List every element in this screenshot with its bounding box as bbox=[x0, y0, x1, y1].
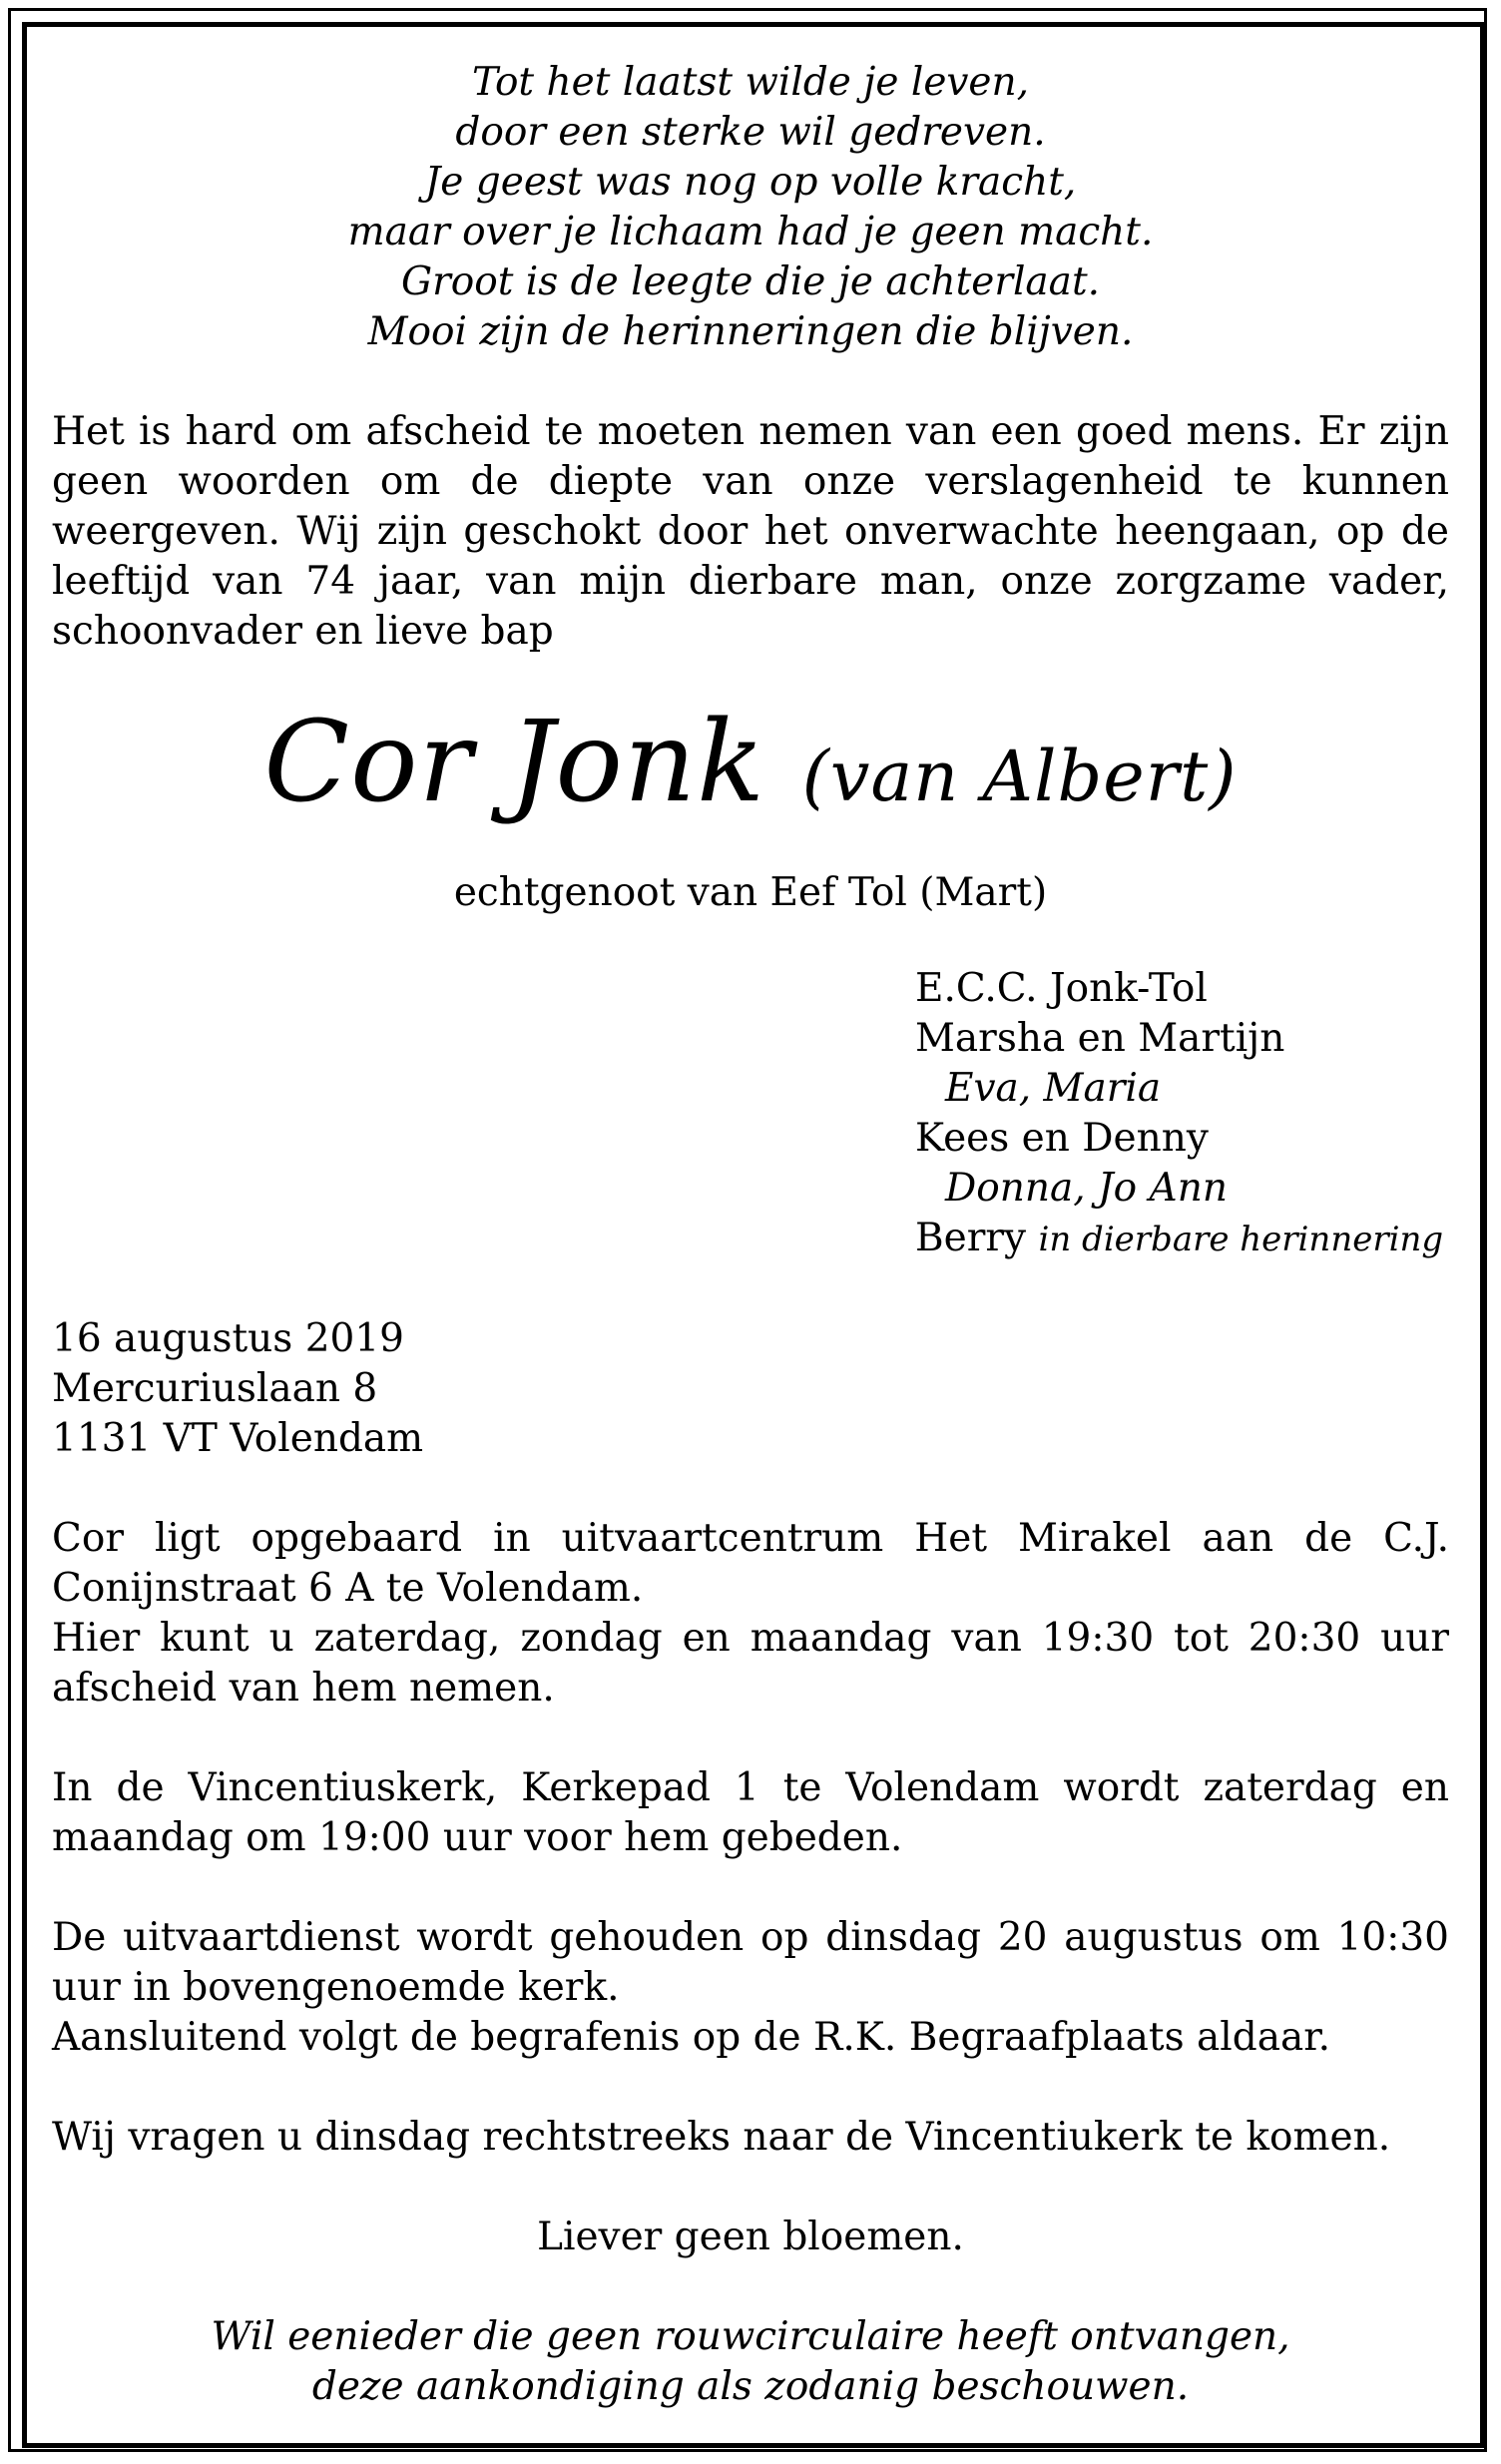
viewing-info bbox=[52, 1514, 1449, 1714]
intro-paragraph: Het is hard om afscheid te moeten nemen van een goed mens. Er zijn geen woorden om de diepte van onze verslagenheid te kunnen weergeven. Wij zijn geschokt door het onverwachte heengaan, op de leeftijd van 74 jaar, van mijn dierbare man, onze zorgzame vader, schoonvader en lieve bap bbox=[52, 409, 1449, 654]
family-member: Kees en Denny bbox=[915, 1116, 1209, 1161]
poem-line: maar over je lichaam had je geen macht. bbox=[347, 210, 1154, 254]
spouse-line: echtgenoot van Eef Tol (Mart) bbox=[453, 870, 1048, 915]
flowers-line: Liever geen bloemen. bbox=[537, 2215, 964, 2259]
closing-note bbox=[52, 2312, 1449, 2412]
poem-line: Tot het laatst wilde je leven, bbox=[471, 60, 1030, 105]
family-member: E.C.C. Jonk-Tol bbox=[915, 966, 1208, 1011]
burial-info: Aansluitend volgt de begrafenis op de R.K. Begraafplaats aldaar. bbox=[52, 2015, 1330, 2060]
poem-line: Groot is de leegte die je achterlaat. bbox=[400, 259, 1101, 304]
funeral-info bbox=[52, 1913, 1449, 2063]
request-line: Wij vragen u dinsdag rechtstreeks naar de Vincentiukerk te komen. bbox=[52, 2115, 1391, 2160]
funeral-service: De uitvaartdienst wordt gehouden op dinsdag 20 augustus om 10:30 uur in bovengenoemde kerk. bbox=[52, 1915, 1449, 2010]
closing-line: Wil eenieder die geen rouwcirculaire heeft ontvangen, bbox=[211, 2314, 1290, 2359]
address-block bbox=[52, 1314, 1449, 1464]
closing-line: deze aankondiging als zodanig beschouwen. bbox=[311, 2364, 1190, 2409]
date: 16 augustus 2019 bbox=[52, 1316, 404, 1361]
poem-line: door een sterke wil gedreven. bbox=[455, 110, 1046, 155]
poem-line: Mooi zijn de herinneringen die blijven. bbox=[367, 309, 1134, 354]
grandchildren: Donna, Jo Ann bbox=[945, 1166, 1228, 1211]
family-list bbox=[915, 964, 1449, 1264]
deceased-name-main: Cor Jonk bbox=[263, 698, 765, 827]
family-member: Marsha en Martijn bbox=[915, 1016, 1285, 1061]
city: 1131 VT Volendam bbox=[52, 1416, 424, 1461]
deceased-name-sub: (van Albert) bbox=[801, 736, 1238, 817]
prayer-info: In de Vincentiuskerk, Kerkepad 1 te Volendam wordt zaterdag en maandag om 19:00 uur voor hem gebeden. bbox=[52, 1765, 1449, 1860]
street: Mercuriuslaan 8 bbox=[52, 1366, 378, 1411]
family-member-name: Berry bbox=[915, 1216, 1027, 1260]
poem-line: Je geest was nog op volle kracht, bbox=[424, 160, 1077, 205]
grandchildren: Eva, Maria bbox=[945, 1066, 1162, 1111]
family-member bbox=[915, 1214, 1449, 1264]
poem bbox=[52, 58, 1449, 357]
viewing-times: Hier kunt u zaterdag, zondag en maandag van 19:30 tot 20:30 uur afscheid van hem nemen. bbox=[52, 1616, 1449, 1711]
deceased-name bbox=[52, 698, 1449, 836]
obituary-notice bbox=[52, 58, 1449, 2412]
viewing-location: Cor ligt opgebaard in uitvaartcentrum Het Mirakel aan de C.J. Conijnstraat 6 A te Volendam. bbox=[52, 1516, 1449, 1611]
memorial-note: in dierbare herinnering bbox=[1038, 1220, 1444, 1259]
